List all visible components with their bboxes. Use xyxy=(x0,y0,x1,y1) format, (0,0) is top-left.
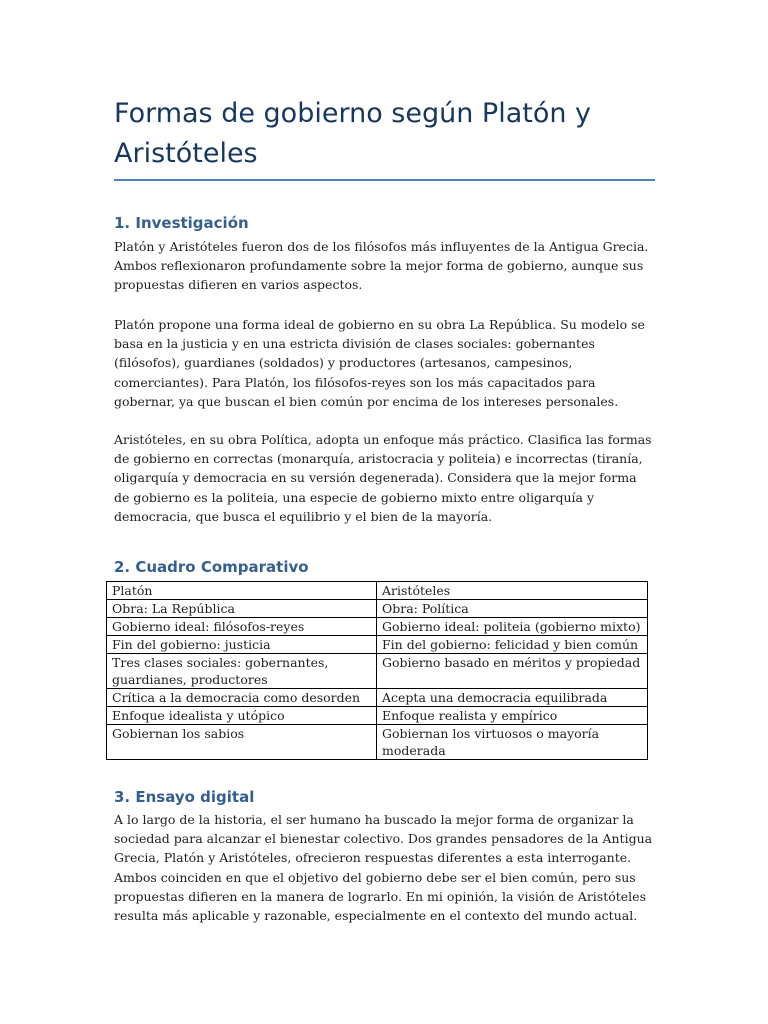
table-row xyxy=(107,689,648,707)
table-row xyxy=(107,707,648,725)
table-cell: Enfoque idealista y utópico xyxy=(107,707,377,725)
table-cell: Tres clases sociales: gobernantes, guardianes, productores xyxy=(107,654,377,689)
table-cell: Gobiernan los virtuosos o mayoría moderada xyxy=(377,725,648,760)
table-header-cell: Aristóteles xyxy=(377,582,648,600)
table-row xyxy=(107,725,648,760)
paragraph-aristoteles: Aristóteles, en su obra Política, adopta un enfoque más práctico. Clasifica las formas de gobierno en correctas (monarquía, aristocracia y politeia) e incorrectas (tiranía, oligarquía y democracia en su versión degenerada). Considera que la mejor forma de gobierno es la politeia, una especie de gobierno mixto entre oligarquía y democracia, que busca el equilibrio y el bien de la mayoría. xyxy=(114,432,652,524)
table-cell: Crítica a la democracia como desorden xyxy=(107,689,377,707)
section-heading-cuadro-comparativo: 2. Cuadro Comparativo xyxy=(114,558,309,576)
paragraph-ensayo: A lo largo de la historia, el ser humano ha buscado la mejor forma de organizar la sociedad para alcanzar el bienestar colectivo. Dos grandes pensadores de la Antigua Grecia, Platón y Aristóteles, ofrecieron respuestas diferentes a esta interrogante. Ambos coinciden en que el objetivo del gobierno debe ser el bien común, pero sus propuestas difieren en la manera de lograrlo. En mi opinión, la visión de Aristóteles resulta más aplicable y razonable, especialmente en el contexto del mundo actual. xyxy=(114,812,653,924)
paragraph-platon: Platón propone una forma ideal de gobierno en su obra La República. Su modelo se basa en la justicia y en una estricta división de clases sociales: gobernantes (filósofos), guardianes (soldados) y productores (artesanos, campesinos, comerciantes). Para Platón, los filósofos-reyes son los más capacitados para gobernar, ya que buscan el bien común por encima de los intereses personales. xyxy=(114,317,645,409)
table-cell: Fin del gobierno: justicia xyxy=(107,636,377,654)
section-heading-investigacion: 1. Investigación xyxy=(114,214,249,232)
table-cell: Gobierno basado en méritos y propiedad xyxy=(377,654,648,689)
table-header-cell: Platón xyxy=(107,582,377,600)
table-cell: Obra: La República xyxy=(107,600,377,618)
document-title: Formas de gobierno según Platón y Aristóteles xyxy=(114,98,592,169)
paragraph-intro: Platón y Aristóteles fueron dos de los filósofos más influyentes de la Antigua Grecia. Ambos reflexionaron profundamente sobre la mejor forma de gobierno, aunque sus propuestas difieren en varios aspectos. xyxy=(114,239,649,293)
table-row xyxy=(107,618,648,636)
table-cell: Enfoque realista y empírico xyxy=(377,707,648,725)
table-cell: Gobierno ideal: filósofos-reyes xyxy=(107,618,377,636)
table-cell: Obra: Política xyxy=(377,600,648,618)
table-row xyxy=(107,636,648,654)
table-row xyxy=(107,654,648,689)
table-cell: Fin del gobierno: felicidad y bien común xyxy=(377,636,648,654)
table-cell: Acepta una democracia equilibrada xyxy=(377,689,648,707)
table-cell: Gobiernan los sabios xyxy=(107,725,377,760)
title-divider xyxy=(114,179,655,181)
section-heading-ensayo-digital: 3. Ensayo digital xyxy=(114,788,255,806)
table-cell: Gobierno ideal: politeia (gobierno mixto) xyxy=(377,618,648,636)
comparison-table xyxy=(106,581,648,760)
table-header-row xyxy=(107,582,648,600)
table-row xyxy=(107,600,648,618)
